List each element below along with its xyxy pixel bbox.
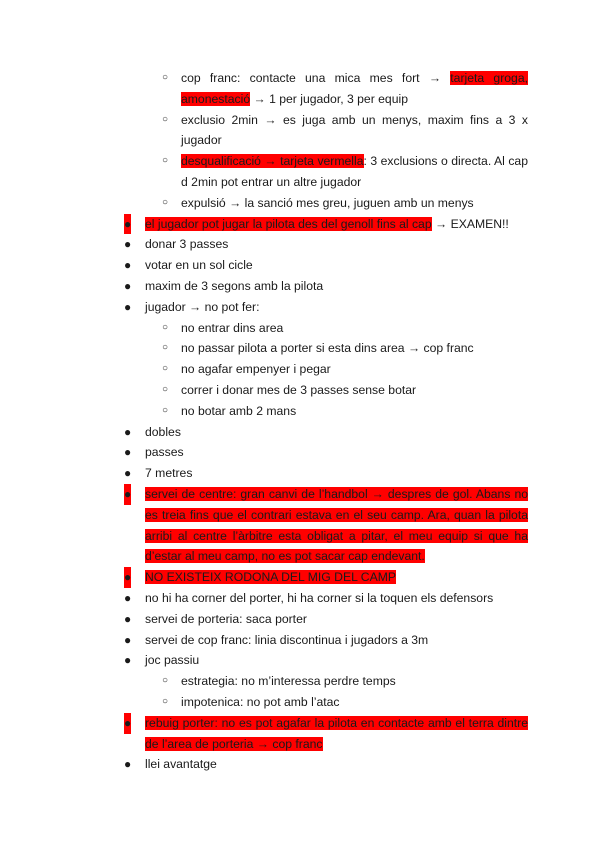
bullet-circle: ○ [162, 155, 169, 167]
item-text: servei de porteria: saca porter [145, 611, 307, 626]
list-item [0, 567, 600, 588]
sub-list-item [0, 359, 600, 380]
item-text: → EXAMEN!! [431, 216, 509, 231]
bullet-circle: ○ [162, 196, 169, 208]
item-text: no agafar empenyer i pegar [181, 362, 331, 377]
list-item [0, 234, 600, 255]
list-item [0, 713, 600, 755]
item-text: no hi ha corner del porter, hi ha corner si la toquen els defensors [145, 590, 494, 605]
list-item [0, 422, 600, 443]
list-item [0, 276, 600, 297]
bullet-disc: ● [124, 299, 132, 314]
sub-list-item [0, 692, 600, 713]
bullet-circle: ○ [162, 113, 169, 125]
bullet-disc: ● [124, 590, 132, 605]
item-text: cop franc: contacte una mica mes fort → [181, 71, 451, 85]
highlighted-text: rebuig porter: no es pot agafar la pilota en contacte amb el terra dintre de l’area de porteria → cop franc [145, 715, 528, 751]
bullet-disc: ● [124, 611, 132, 626]
sub-list-item [0, 151, 600, 193]
item-text: joc passiu [145, 653, 200, 668]
item-text: correr i donar mes de 3 passes sense botar [181, 382, 417, 397]
item-text: donar 3 passes [145, 237, 229, 252]
item-text: exclusio 2min → es juga amb un menys, maxim fins a 3 x jugador [181, 112, 528, 148]
item-text: estrategia: no m’interessa perdre temps [181, 674, 396, 689]
bullet-disc: ● [124, 214, 131, 235]
bullet-circle: ○ [162, 72, 169, 83]
notes-list [0, 68, 600, 775]
bullet-circle: ○ [162, 695, 169, 707]
list-item [0, 588, 600, 609]
sub-list-item [0, 318, 600, 339]
bullet-circle: ○ [162, 383, 169, 395]
list-item [0, 609, 600, 630]
bullet-circle: ○ [162, 675, 169, 687]
item-text: → 1 per jugador, 3 per equip [250, 91, 408, 106]
bullet-disc: ● [124, 567, 131, 588]
bullet-circle: ○ [162, 363, 169, 375]
highlighted-text: el jugador pot jugar la pilota des del genoll fins al cap [145, 216, 432, 231]
item-text: : 3 exclusions o directa. Al cap d 2min pot entrar un altre jugador [181, 154, 528, 189]
sub-list-item [0, 401, 600, 422]
list-item [0, 484, 600, 567]
list-item [0, 754, 600, 775]
item-text: no entrar dins area [181, 320, 284, 335]
sub-list-item [0, 110, 600, 152]
list-item [0, 650, 600, 671]
highlighted-text: tarjeta groga, amonestació [181, 71, 528, 106]
list-item [0, 214, 600, 235]
bullet-circle: ○ [162, 342, 169, 354]
bullet-disc: ● [124, 466, 132, 481]
item-text: llei avantatge [145, 757, 217, 772]
bullet-disc: ● [124, 713, 131, 734]
item-text: maxim de 3 segons amb la pilota [145, 278, 324, 293]
sub-list-item [0, 671, 600, 692]
item-text: votar en un sol cicle [145, 258, 253, 273]
list-item [0, 630, 600, 651]
bullet-circle: ○ [162, 321, 169, 333]
list-item [0, 297, 600, 318]
item-text: jugador → no pot fer: [145, 299, 260, 314]
list-item [0, 442, 600, 463]
sub-list-item [0, 380, 600, 401]
bullet-disc: ● [124, 445, 132, 460]
bullet-disc: ● [124, 484, 131, 505]
sub-list-item [0, 338, 600, 359]
highlighted-text: servei de centre: gran canvi de l’handbol → despres de gol. Abans no es treia fins que el contrari estava en el seu camp. Ara, quan la pilota arribi al centre l’àrbitre esta obligat a pitar, el meu equip si que ha d’estar al meu camp, no es pot sacar cap endevant. [145, 486, 528, 564]
item-text: servei de cop franc: linia discontinua i jugadors a 3m [145, 632, 429, 647]
list-item [0, 255, 600, 276]
item-text: no botar amb 2 mans [181, 403, 297, 418]
highlighted-text: desqualificació → tarjeta vermella [181, 154, 364, 169]
item-text: dobles [145, 424, 181, 439]
sub-list-item [0, 193, 600, 214]
bullet-disc: ● [124, 278, 132, 293]
bullet-disc: ● [124, 653, 132, 668]
item-text: impotenica: no pot amb l’atac [181, 694, 340, 709]
bullet-disc: ● [124, 258, 132, 273]
item-text: no passar pilota a porter si esta dins area → cop franc [181, 341, 474, 356]
highlighted-text: NO EXISTEIX RODONA DEL MIG DEL CAMP [145, 570, 397, 585]
item-text: expulsió → la sanció mes greu, juguen amb un menys [181, 195, 474, 210]
bullet-disc: ● [124, 757, 132, 772]
bullet-disc: ● [124, 424, 132, 439]
bullet-disc: ● [124, 632, 132, 647]
item-text: passes [145, 445, 184, 460]
list-item [0, 463, 600, 484]
item-text: 7 metres [145, 466, 193, 481]
sub-list-item [0, 68, 600, 110]
bullet-circle: ○ [162, 404, 169, 416]
bullet-disc: ● [124, 237, 132, 252]
